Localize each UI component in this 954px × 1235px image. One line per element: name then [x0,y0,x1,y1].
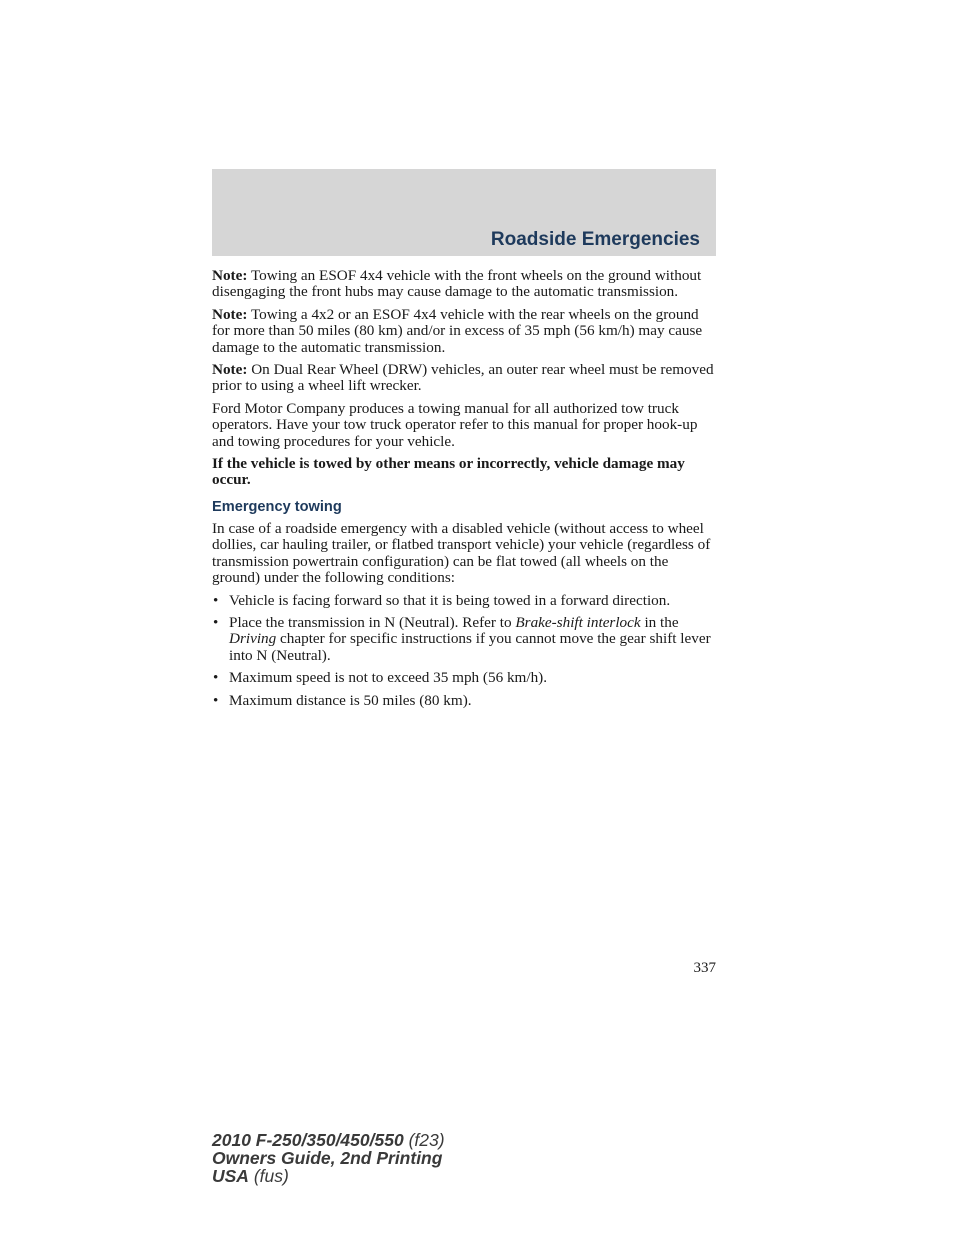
bullet-icon: • [213,591,219,609]
list-item [212,615,718,664]
footer-market-code: (fus) [248,1166,289,1186]
note-text: On Dual Rear Wheel (DRW) vehicles, an outer rear wheel must be removed prior to using a wheel lift wrecker. [212,361,714,395]
footer-line-market [212,1167,612,1185]
list-item-text: Maximum speed is not to exceed 35 mph (56 km/h). [229,669,548,687]
footer-publication-info [212,1131,612,1185]
note-text: Towing an ESOF 4x4 vehicle with the front wheels on the ground without disengaging the front hubs may cause damage to the automatic transmission. [212,267,702,301]
note-label: Note: [212,305,248,323]
note-paragraph [212,307,718,356]
cross-reference-driving: Driving [229,630,277,648]
footer-model-code: (f23) [403,1130,445,1150]
footer-market: USA [212,1166,249,1186]
damage-warning [212,456,718,489]
note-paragraph [212,362,718,395]
list-item [212,693,718,709]
towing-manual-paragraph: Ford Motor Company produces a towing manual for all authorized tow truck operators. Have your tow truck operator refer to this manual for proper hook-up and towing procedures for your vehicle. [212,399,698,450]
list-item-text: chapter for specific instructions if you cannot move the gear shift lever into N (Neutral). [229,630,711,664]
note-label: Note: [212,361,248,379]
list-item-text: in the [640,613,679,631]
list-item [212,593,718,609]
list-item [212,670,718,686]
list-item-text: Maximum distance is 50 miles (80 km). [229,691,472,709]
footer-line-model [212,1131,612,1149]
section-title: Roadside Emergencies [490,229,700,250]
emergency-towing-heading: Emergency towing [212,498,342,515]
cross-reference-brake-shift-interlock: Brake-shift interlock [515,613,641,631]
list-item-text: Place the transmission in N (Neutral). Refer to [229,613,516,631]
note-text: Towing a 4x2 or an ESOF 4x4 vehicle with the rear wheels on the ground for more than 50 miles (80 km) and/or in excess of 35 mph (56 km/h) may cause damage to the automatic transmission. [212,305,703,356]
bullet-icon: • [213,613,219,631]
list-item-text: Vehicle is facing forward so that it is being towed in a forward direction. [229,591,671,609]
bullet-icon: • [213,691,219,709]
bullet-icon: • [213,669,219,687]
note-label: Note: [212,267,248,284]
emergency-towing-intro: In case of a roadside emergency with a disabled vehicle (without access to wheel dollies, car hauling trailer, or flatbed transport vehicle) your vehicle (regardless of transmission powertrain configuration) can be flat towed (all wheels on the ground) under the following conditions: [212,519,711,587]
towing-conditions-list [212,593,718,709]
page-content [212,268,718,715]
section-header-band [212,169,716,256]
note-paragraph [212,268,718,301]
footer-line-edition: Owners Guide, 2nd Printing [212,1148,443,1168]
footer-model: 2010 F-250/350/450/550 [212,1130,404,1150]
warning-text: If the vehicle is towed by other means or incorrectly, vehicle damage may occur. [212,455,685,489]
page-number: 337 [693,960,716,976]
